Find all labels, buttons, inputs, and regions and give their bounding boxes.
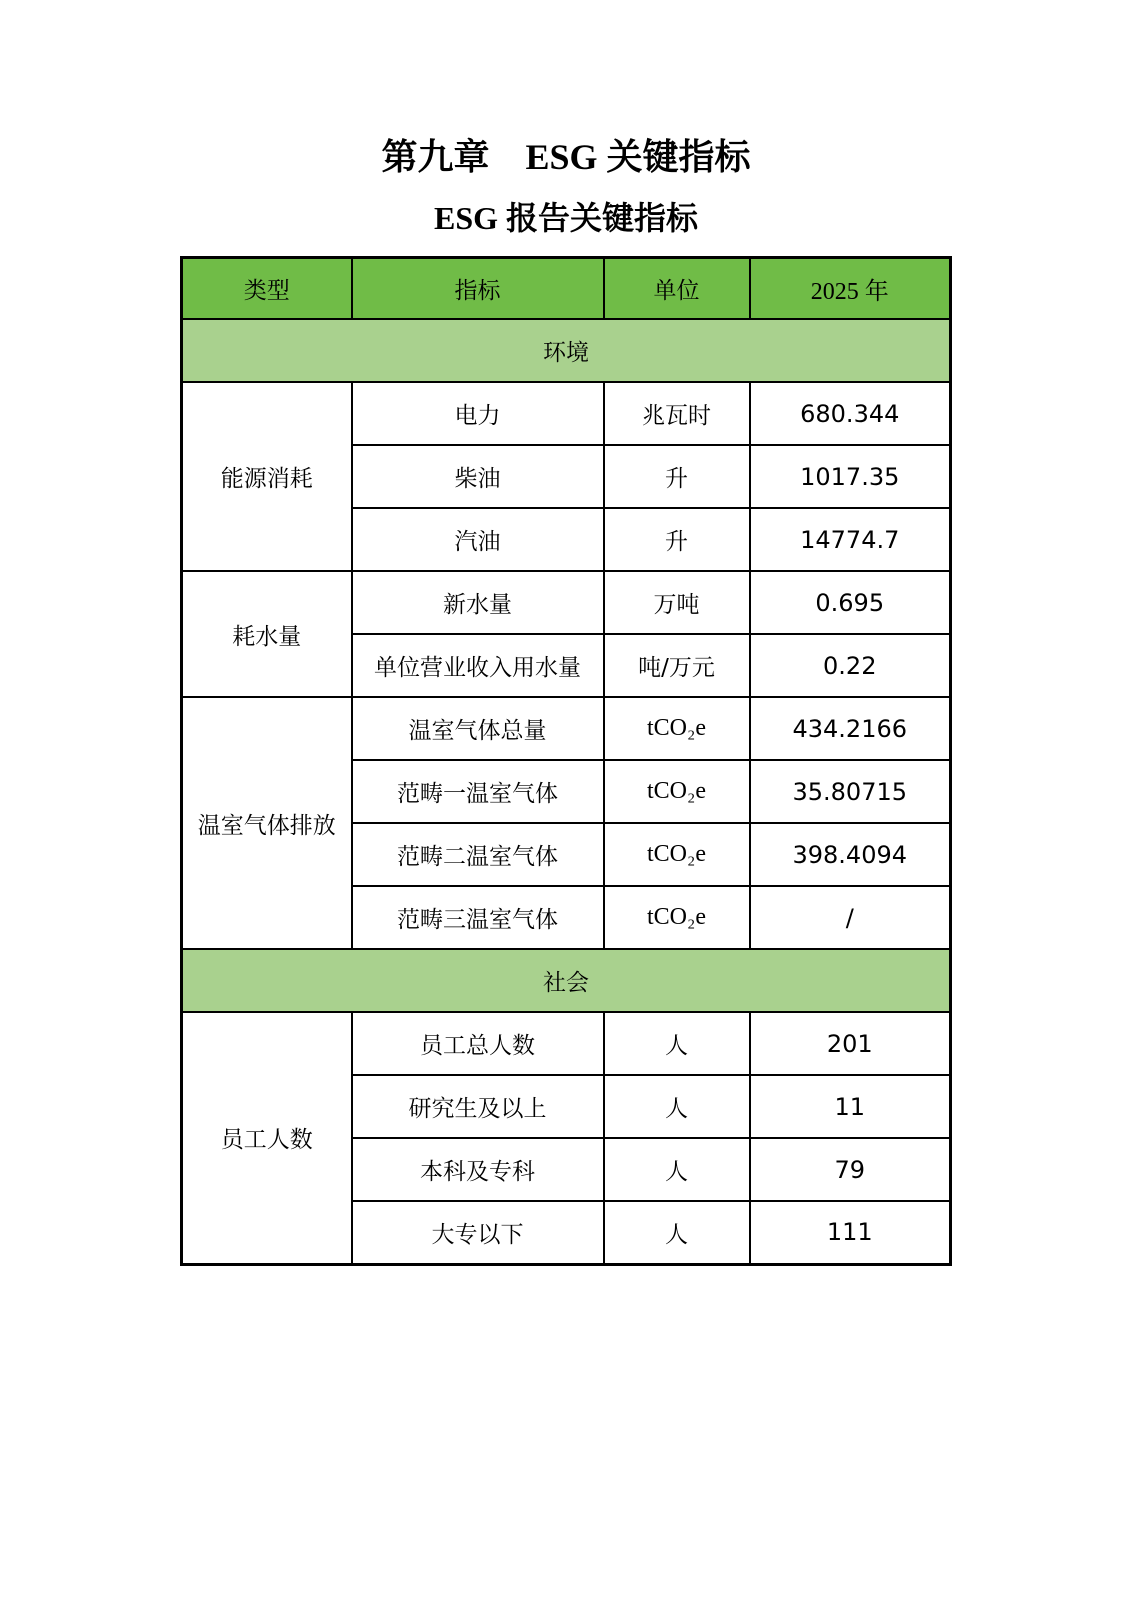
indicator-cell: 电力 <box>352 382 604 445</box>
table-row <box>182 697 951 760</box>
unit-cell: 兆瓦时 <box>604 382 750 445</box>
unit-cell: 人 <box>604 1012 750 1075</box>
value-cell: 1017.35 <box>750 445 951 508</box>
indicator-cell: 柴油 <box>352 445 604 508</box>
section-row-social <box>182 949 951 1012</box>
value-cell: 79 <box>750 1138 951 1201</box>
value-cell: / <box>750 886 951 949</box>
section-label-environment: 环境 <box>182 319 951 382</box>
indicator-cell: 新水量 <box>352 571 604 634</box>
indicator-cell: 本科及专科 <box>352 1138 604 1201</box>
indicator-cell: 汽油 <box>352 508 604 571</box>
indicator-cell: 温室气体总量 <box>352 697 604 760</box>
value-cell: 35.80715 <box>750 760 951 823</box>
indicator-cell: 范畴二温室气体 <box>352 823 604 886</box>
category-cell-energy: 能源消耗 <box>182 382 352 571</box>
value-cell: 14774.7 <box>750 508 951 571</box>
unit-cell: 升 <box>604 445 750 508</box>
indicator-cell: 大专以下 <box>352 1201 604 1264</box>
unit-cell: 万吨 <box>604 571 750 634</box>
unit-cell: tCO₂e <box>604 697 750 760</box>
value-cell: 111 <box>750 1201 951 1264</box>
unit-cell: 人 <box>604 1201 750 1264</box>
indicator-cell: 研究生及以上 <box>352 1075 604 1138</box>
unit-cell: tCO₂e <box>604 823 750 886</box>
value-cell: 434.2166 <box>750 697 951 760</box>
unit-cell: tCO₂e <box>604 886 750 949</box>
unit-cell: 人 <box>604 1075 750 1138</box>
section-row-environment <box>182 319 951 382</box>
chapter-title: 第九章 ESG 关键指标 <box>381 137 751 177</box>
table-row <box>182 1012 951 1075</box>
category-cell-ghg: 温室气体排放 <box>182 697 352 949</box>
value-cell: 0.695 <box>750 571 951 634</box>
indicator-cell: 范畴一温室气体 <box>352 760 604 823</box>
col-header-unit: 单位 <box>604 257 750 319</box>
col-header-type: 类型 <box>182 257 352 319</box>
col-header-year: 2025 年 <box>750 257 951 319</box>
indicator-cell: 范畴三温室气体 <box>352 886 604 949</box>
table-row <box>182 571 951 634</box>
unit-cell: 吨/万元 <box>604 634 750 697</box>
value-cell: 398.4094 <box>750 823 951 886</box>
unit-cell: 人 <box>604 1138 750 1201</box>
section-label-social: 社会 <box>182 949 951 1012</box>
category-cell-employees: 员工人数 <box>182 1012 352 1264</box>
col-header-indicator: 指标 <box>352 257 604 319</box>
esg-indicators-table <box>180 256 952 1266</box>
indicator-cell: 员工总人数 <box>352 1012 604 1075</box>
table-title: ESG 报告关键指标 <box>433 200 699 237</box>
unit-cell: 升 <box>604 508 750 571</box>
value-cell: 680.344 <box>750 382 951 445</box>
table-row <box>182 382 951 445</box>
value-cell: 11 <box>750 1075 951 1138</box>
indicator-cell: 单位营业收入用水量 <box>352 634 604 697</box>
value-cell: 0.22 <box>750 634 951 697</box>
category-cell-water: 耗水量 <box>182 571 352 697</box>
table-header-row <box>182 257 951 319</box>
value-cell: 201 <box>750 1012 951 1075</box>
unit-cell: tCO₂e <box>604 760 750 823</box>
